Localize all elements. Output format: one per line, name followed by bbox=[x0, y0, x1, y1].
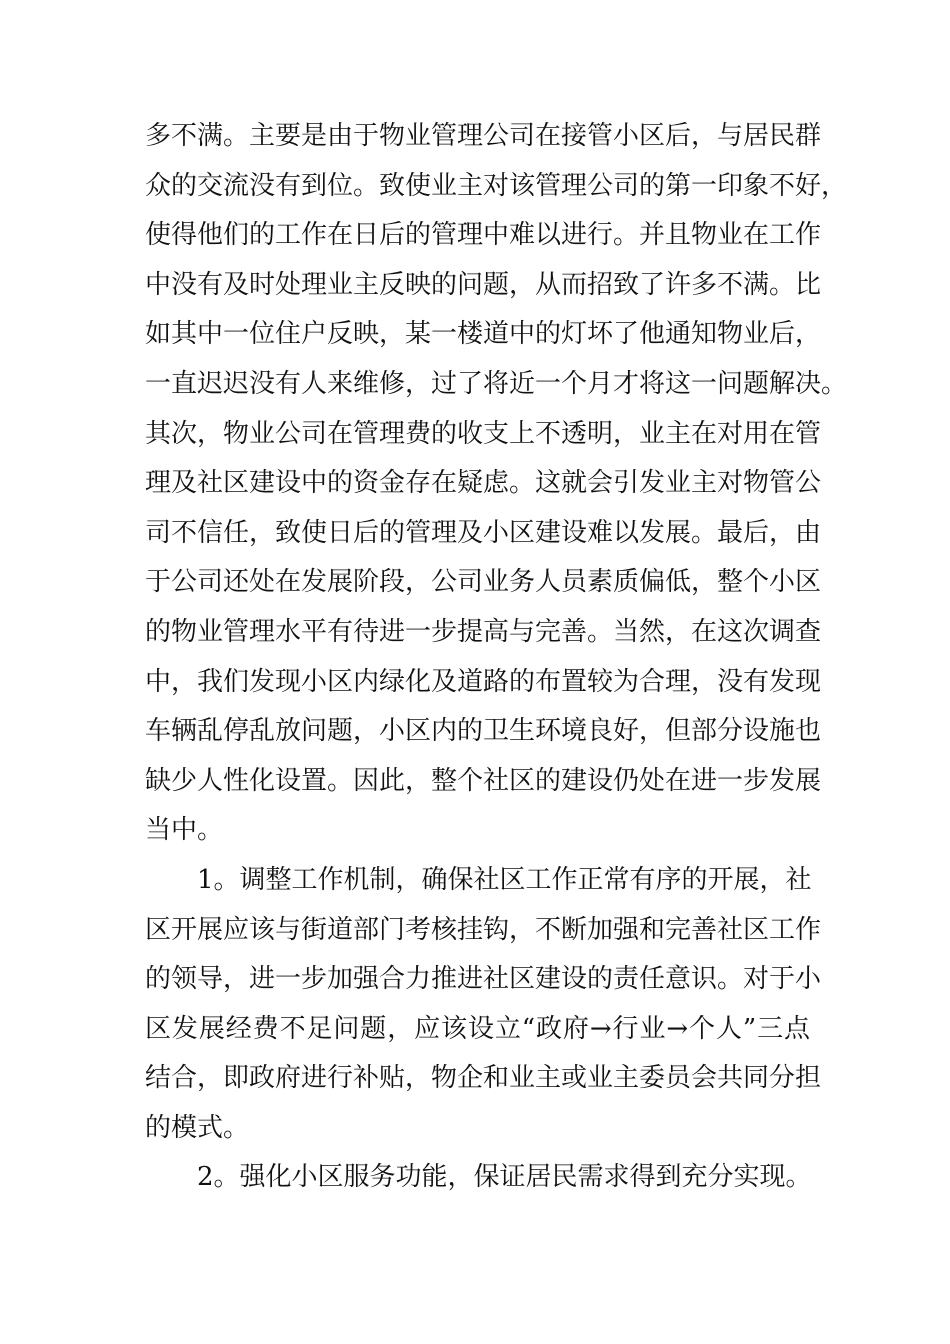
text-line: 使得他们的工作在日后的管理中难以进行。并且物业在工作 bbox=[145, 220, 822, 251]
text-line: 的领导，进一步加强合力推进社区建设的责任意识。对于小 bbox=[145, 964, 822, 995]
text-line: 多不满。主要是由于物业管理公司在接管小区后，与居民群 bbox=[145, 121, 822, 151]
text-line: 众的交流没有到位。致使业主对该管理公司的第一印象不好， bbox=[145, 170, 848, 201]
text-line: 理及社区建设中的资金存在疑虑。这就会引发业主对物管公 bbox=[145, 468, 822, 499]
text-line: 于公司还处在发展阶段，公司业务人员素质偏低，整个小区 bbox=[145, 567, 822, 598]
text-line: 司不信任，致使日后的管理及小区建设难以发展。最后，由 bbox=[145, 517, 822, 548]
text-line: 的物业管理水平有待进一步提高与完善。当然，在这次调查 bbox=[145, 616, 822, 647]
text-line: 1。调整工作机制，确保社区工作正常有序的开展，社 bbox=[197, 864, 812, 895]
text-line: 车辆乱停乱放问题，小区内的卫生环境良好，但部分设施也 bbox=[145, 716, 822, 747]
text-line: 中没有及时处理业主反映的问题，从而招致了许多不满。比 bbox=[145, 269, 822, 300]
text-line: 2。强化小区服务功能，保证居民需求得到充分实现。 bbox=[197, 1162, 812, 1193]
text-line: 其次，物业公司在管理费的收支上不透明，业主在对用在管 bbox=[145, 418, 822, 449]
text-line: 中，我们发现小区内绿化及道路的布置较为合理，没有发现 bbox=[145, 666, 822, 697]
text-line: 缺少人性化设置。因此，整个社区的建设仍处在进一步发展 bbox=[145, 765, 822, 796]
text-line: 的模式。 bbox=[145, 1112, 250, 1143]
text-line: 如其中一位住户反映，某一楼道中的灯坏了他通知物业后， bbox=[145, 319, 822, 350]
text-line: 当中。 bbox=[145, 815, 224, 846]
body-text bbox=[145, 112, 848, 1203]
text-line: 结合，即政府进行补贴，物企和业主或业主委员会共同分担 bbox=[145, 1063, 822, 1094]
text-line: 区发展经费不足问题，应该设立“政府→行业→个人”三点 bbox=[145, 1013, 810, 1044]
text-line: 区开展应该与街道部门考核挂钩，不断加强和完善社区工作 bbox=[145, 914, 822, 945]
text-line: 一直迟迟没有人来维修，过了将近一个月才将这一问题解决。 bbox=[145, 368, 848, 399]
